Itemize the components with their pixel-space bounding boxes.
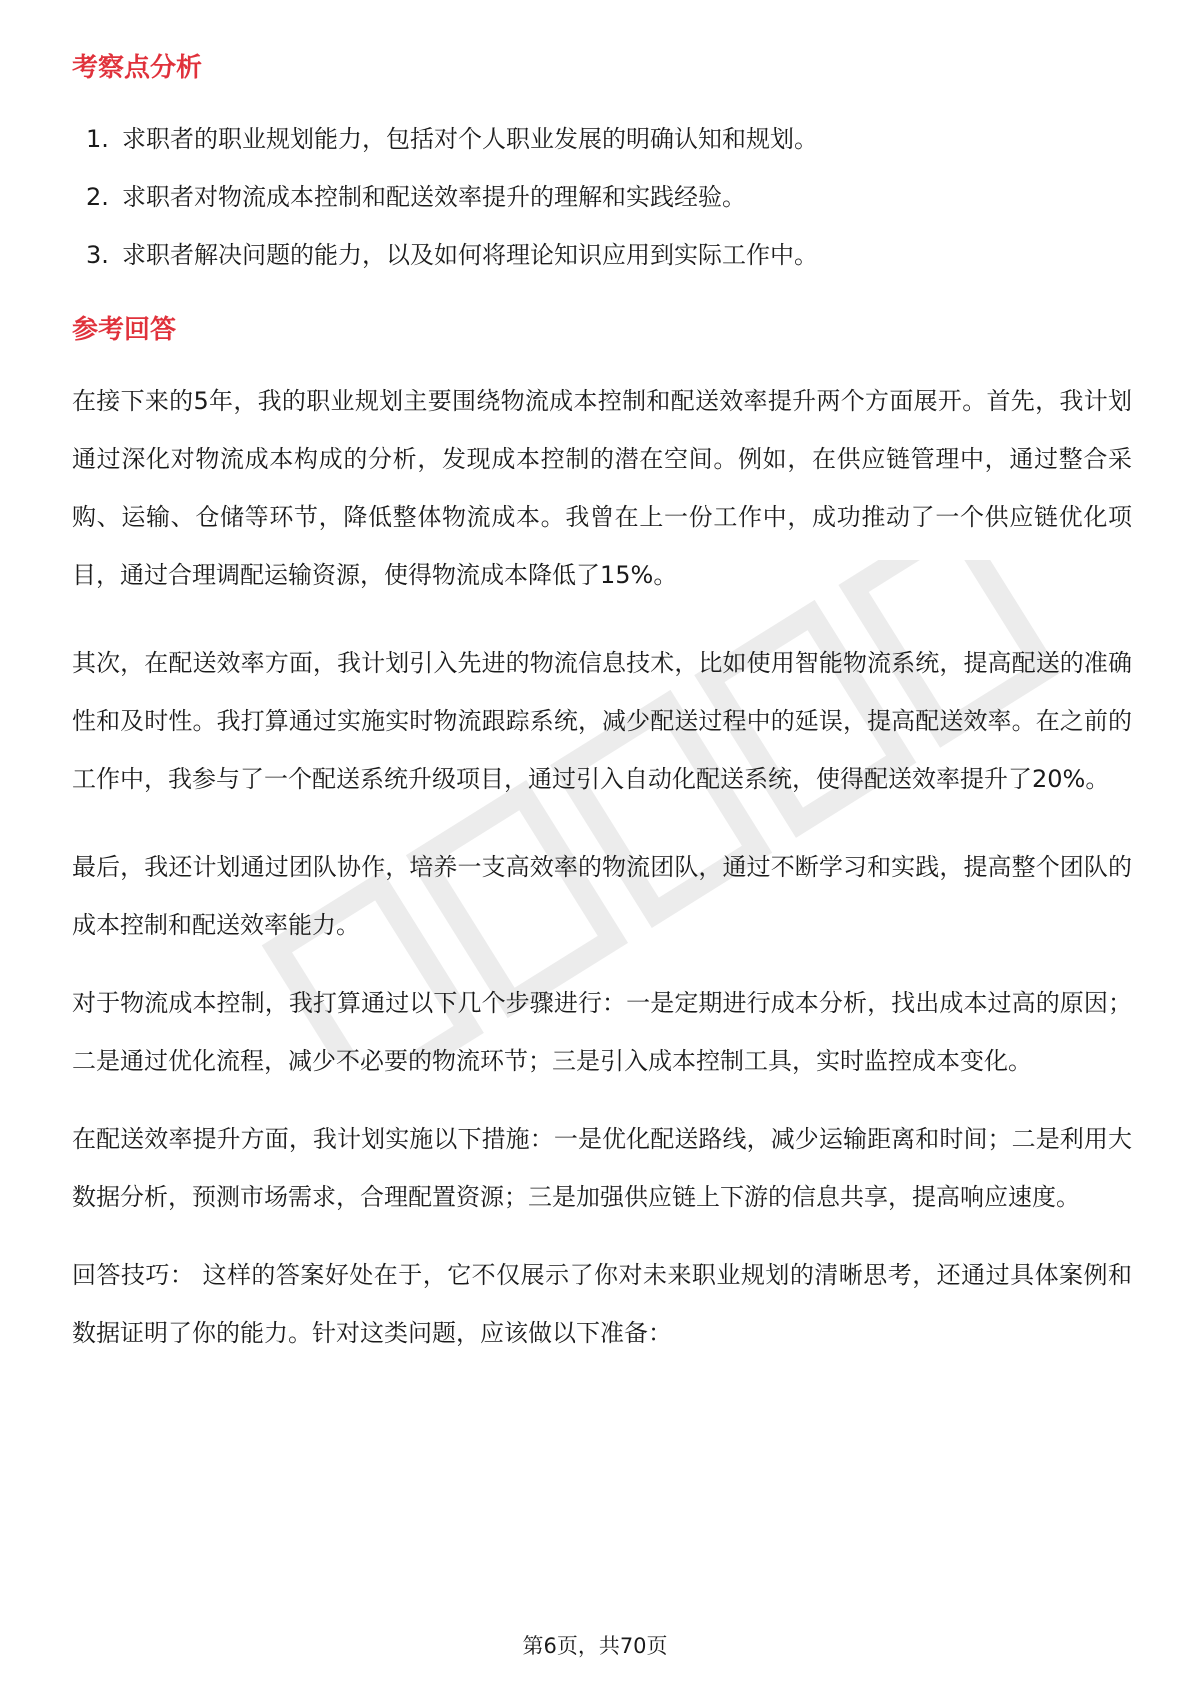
list-item-text: 求职者对物流成本控制和配送效率提升的理解和实践经验。 (122, 183, 746, 211)
list-item-number: 3. (86, 241, 109, 269)
document-page (72, 48, 1132, 1362)
analysis-list (72, 110, 1132, 284)
answer-paragraph: 在接下来的5年，我的职业规划主要围绕物流成本控制和配送效率提升两个方面展开。首先，我计划通过深化对物流成本构成的分析，发现成本控制的潜在空间。例如，在供应链管理中，通过整合采购、运输、仓储等环节，降低整体物流成本。我曾在上一份工作中，成功推动了一个供应链优化项目，通过合理调配运输资源，使得物流成本降低了15%。 (72, 387, 1132, 589)
list-item-number: 2. (86, 183, 109, 211)
answer-paragraph: 最后，我还计划通过团队协作，培养一支高效率的物流团队，通过不断学习和实践，提高整个团队的成本控制和配送效率能力。 (72, 853, 1132, 939)
answer-tip-paragraph: 回答技巧： 这样的答案好处在于，它不仅展示了你对未来职业规划的清晰思考，还通过具体案例和数据证明了你的能力。针对这类问题，应该做以下准备： (72, 1261, 1132, 1347)
analysis-heading: 考察点分析 (72, 53, 203, 83)
answer-paragraph: 其次，在配送效率方面，我计划引入先进的物流信息技术，比如使用智能物流系统，提高配送的准确性和及时性。我打算通过实施实时物流跟踪系统，减少配送过程中的延误，提高配送效率。在之前的工作中，我参与了一个配送系统升级项目，通过引入自动化配送系统，使得配送效率提升了20%。 (72, 649, 1132, 793)
list-item-text: 求职者解决问题的能力，以及如何将理论知识应用到实际工作中。 (122, 241, 818, 269)
list-item (72, 168, 1132, 226)
answer-paragraph: 在配送效率提升方面，我计划实施以下措施：一是优化配送路线，减少运输距离和时间；二是利用大数据分析，预测市场需求，合理配置资源；三是加强供应链上下游的信息共享，提高响应速度。 (72, 1125, 1132, 1211)
list-item (72, 110, 1132, 168)
list-item-text: 求职者的职业规划能力，包括对个人职业发展的明确认知和规划。 (122, 125, 818, 153)
answer-paragraph: 对于物流成本控制，我打算通过以下几个步骤进行：一是定期进行成本分析，找出成本过高的原因；二是通过优化流程，减少不必要的物流环节；三是引入成本控制工具，实时监控成本变化。 (72, 989, 1132, 1075)
list-item (72, 226, 1132, 284)
list-item-number: 1. (86, 125, 109, 153)
page-number: 第6页，共70页 (522, 1634, 668, 1658)
answer-heading: 参考回答 (72, 315, 177, 345)
